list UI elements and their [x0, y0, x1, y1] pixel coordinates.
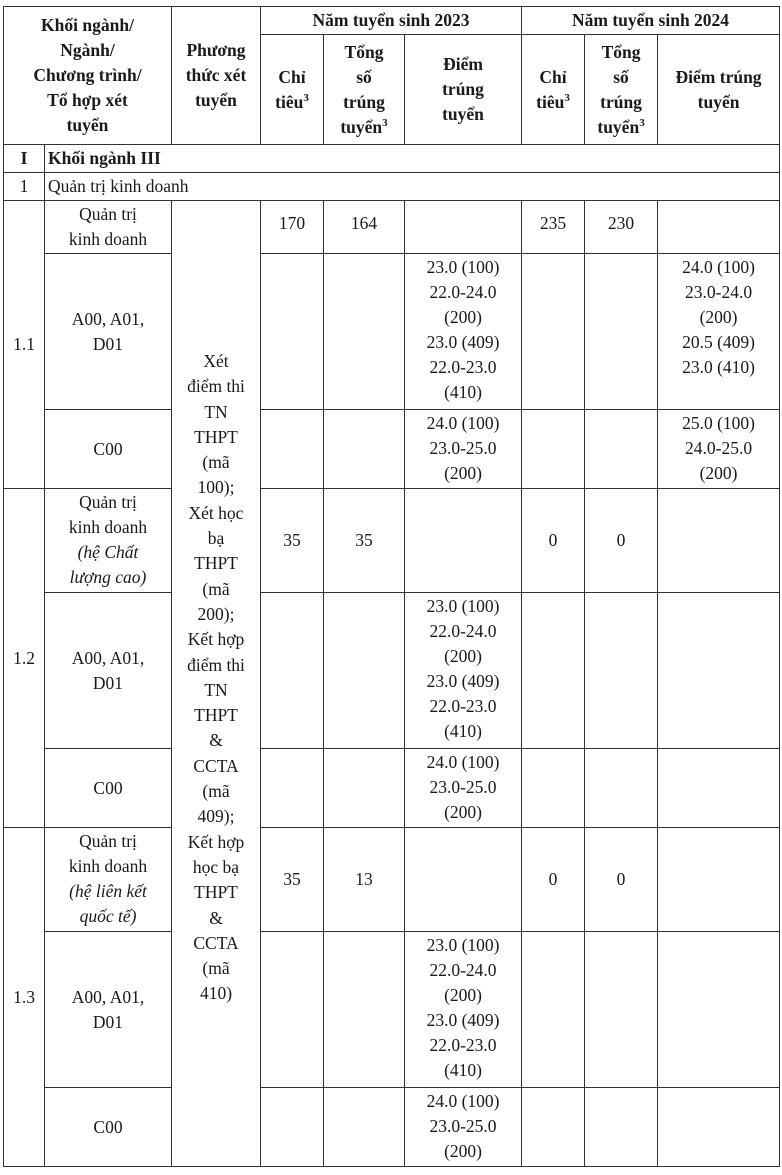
- combo-label: C00: [45, 1088, 172, 1167]
- combo-label: A00, A01, D01: [45, 254, 172, 410]
- total-2023: 164: [324, 201, 405, 254]
- total-2023: [324, 1088, 405, 1167]
- program-row-1-3: [4, 828, 780, 932]
- quota-2023: [261, 932, 324, 1088]
- quota-2023: [261, 410, 324, 489]
- header-cutoff-2023: Điểm trúng tuyển: [405, 35, 522, 145]
- header-year-2023: Năm tuyển sinh 2023: [261, 7, 522, 35]
- header-cutoff-2024: Điểm trúng tuyển: [658, 35, 780, 145]
- program-name: Quản trị kinh doanh (hệ liên kết quốc tế): [45, 828, 172, 932]
- header-quota-2023: Chỉ tiêu$^3$: [261, 35, 324, 145]
- program-index: 1.2: [4, 489, 45, 828]
- quota-2024: 0: [522, 489, 585, 593]
- total-2023: [324, 410, 405, 489]
- combo-row-a: [4, 932, 780, 1088]
- total-2024: 230: [585, 201, 658, 254]
- combo-label: C00: [45, 410, 172, 489]
- admission-table: [3, 6, 780, 1167]
- total-2023: [324, 593, 405, 749]
- total-2023: 13: [324, 828, 405, 932]
- group-row: [4, 145, 780, 173]
- cutoff-2024: [658, 593, 780, 749]
- header-total-2023: Tổng số trúng tuyển$^3$: [324, 35, 405, 145]
- cutoff-2024: [658, 489, 780, 593]
- cutoff-2023: 24.0 (100) 23.0-25.0 (200): [405, 1088, 522, 1167]
- major-index: 1: [4, 173, 45, 201]
- header-year-2024: Năm tuyển sinh 2024: [522, 7, 780, 35]
- program-name: Quản trị kinh doanh: [45, 201, 172, 254]
- total-2024: [585, 932, 658, 1088]
- quota-2023: [261, 1088, 324, 1167]
- major-label: Quản trị kinh doanh: [45, 173, 780, 201]
- quota-2024: [522, 932, 585, 1088]
- quota-2023: [261, 593, 324, 749]
- total-2024: [585, 1088, 658, 1167]
- total-2024: [585, 410, 658, 489]
- cutoff-2024: [658, 1088, 780, 1167]
- combo-row-c: [4, 1088, 780, 1167]
- quota-2024: [522, 410, 585, 489]
- quota-2024: [522, 749, 585, 828]
- program-row-1-1: [4, 201, 780, 254]
- cutoff-2023: 23.0 (100) 22.0-24.0 (200) 23.0 (409) 22.0-23.0 (410): [405, 593, 522, 749]
- cutoff-2024: 25.0 (100) 24.0-25.0 (200): [658, 410, 780, 489]
- combo-row-c: [4, 410, 780, 489]
- quota-2024: 0: [522, 828, 585, 932]
- group-label: Khối ngành III: [45, 145, 780, 173]
- quota-2024: [522, 1088, 585, 1167]
- combo-row-a: [4, 593, 780, 749]
- total-2024: [585, 254, 658, 410]
- cutoff-2024: [658, 828, 780, 932]
- program-name: Quản trị kinh doanh (hệ Chất lượng cao): [45, 489, 172, 593]
- group-index: I: [4, 145, 45, 173]
- quota-2023: [261, 254, 324, 410]
- combo-label: A00, A01, D01: [45, 593, 172, 749]
- combo-row-c: [4, 749, 780, 828]
- total-2024: 0: [585, 489, 658, 593]
- combo-label: C00: [45, 749, 172, 828]
- header-method: Phương thức xét tuyển: [172, 7, 261, 145]
- quota-2024: 235: [522, 201, 585, 254]
- combo-label: A00, A01, D01: [45, 932, 172, 1088]
- total-2023: 35: [324, 489, 405, 593]
- total-2023: [324, 749, 405, 828]
- quota-2023: 170: [261, 201, 324, 254]
- cutoff-2024: [658, 749, 780, 828]
- program-index: 1.1: [4, 201, 45, 489]
- header-row-1: [4, 7, 780, 35]
- quota-2023: [261, 749, 324, 828]
- header-quota-2024: Chỉ tiêu$^3$: [522, 35, 585, 145]
- total-2024: [585, 749, 658, 828]
- major-row: [4, 173, 780, 201]
- cutoff-2023: [405, 201, 522, 254]
- total-2023: [324, 254, 405, 410]
- program-index: 1.3: [4, 828, 45, 1167]
- combo-row-a: [4, 254, 780, 410]
- quota-2023: 35: [261, 828, 324, 932]
- cutoff-2023: [405, 489, 522, 593]
- total-2024: [585, 593, 658, 749]
- cutoff-2024: [658, 932, 780, 1088]
- cutoff-2023: 23.0 (100) 22.0-24.0 (200) 23.0 (409) 22.0-23.0 (410): [405, 254, 522, 410]
- cutoff-2023: 24.0 (100) 23.0-25.0 (200): [405, 749, 522, 828]
- cutoff-2023: [405, 828, 522, 932]
- quota-2023: 35: [261, 489, 324, 593]
- cutoff-2023: 24.0 (100) 23.0-25.0 (200): [405, 410, 522, 489]
- quota-2024: [522, 254, 585, 410]
- admission-method: Xét điểm thi TN THPT (mã 100); Xét học bạ THPT (mã 200); Kết hợp điểm thi TN THPT & CCTA (mã 409); Kết hợp học bạ THPT & CCTA (mã 410): [172, 201, 261, 1167]
- quota-2024: [522, 593, 585, 749]
- total-2023: [324, 932, 405, 1088]
- header-total-2024: Tổng số trúng tuyển$^3$: [585, 35, 658, 145]
- cutoff-2024: [658, 201, 780, 254]
- header-program: Khối ngành/ Ngành/ Chương trình/ Tổ hợp xét tuyển: [4, 7, 172, 145]
- total-2024: 0: [585, 828, 658, 932]
- cutoff-2024: 24.0 (100) 23.0-24.0 (200) 20.5 (409) 23.0 (410): [658, 254, 780, 410]
- cutoff-2023: 23.0 (100) 22.0-24.0 (200) 23.0 (409) 22.0-23.0 (410): [405, 932, 522, 1088]
- program-row-1-2: [4, 489, 780, 593]
